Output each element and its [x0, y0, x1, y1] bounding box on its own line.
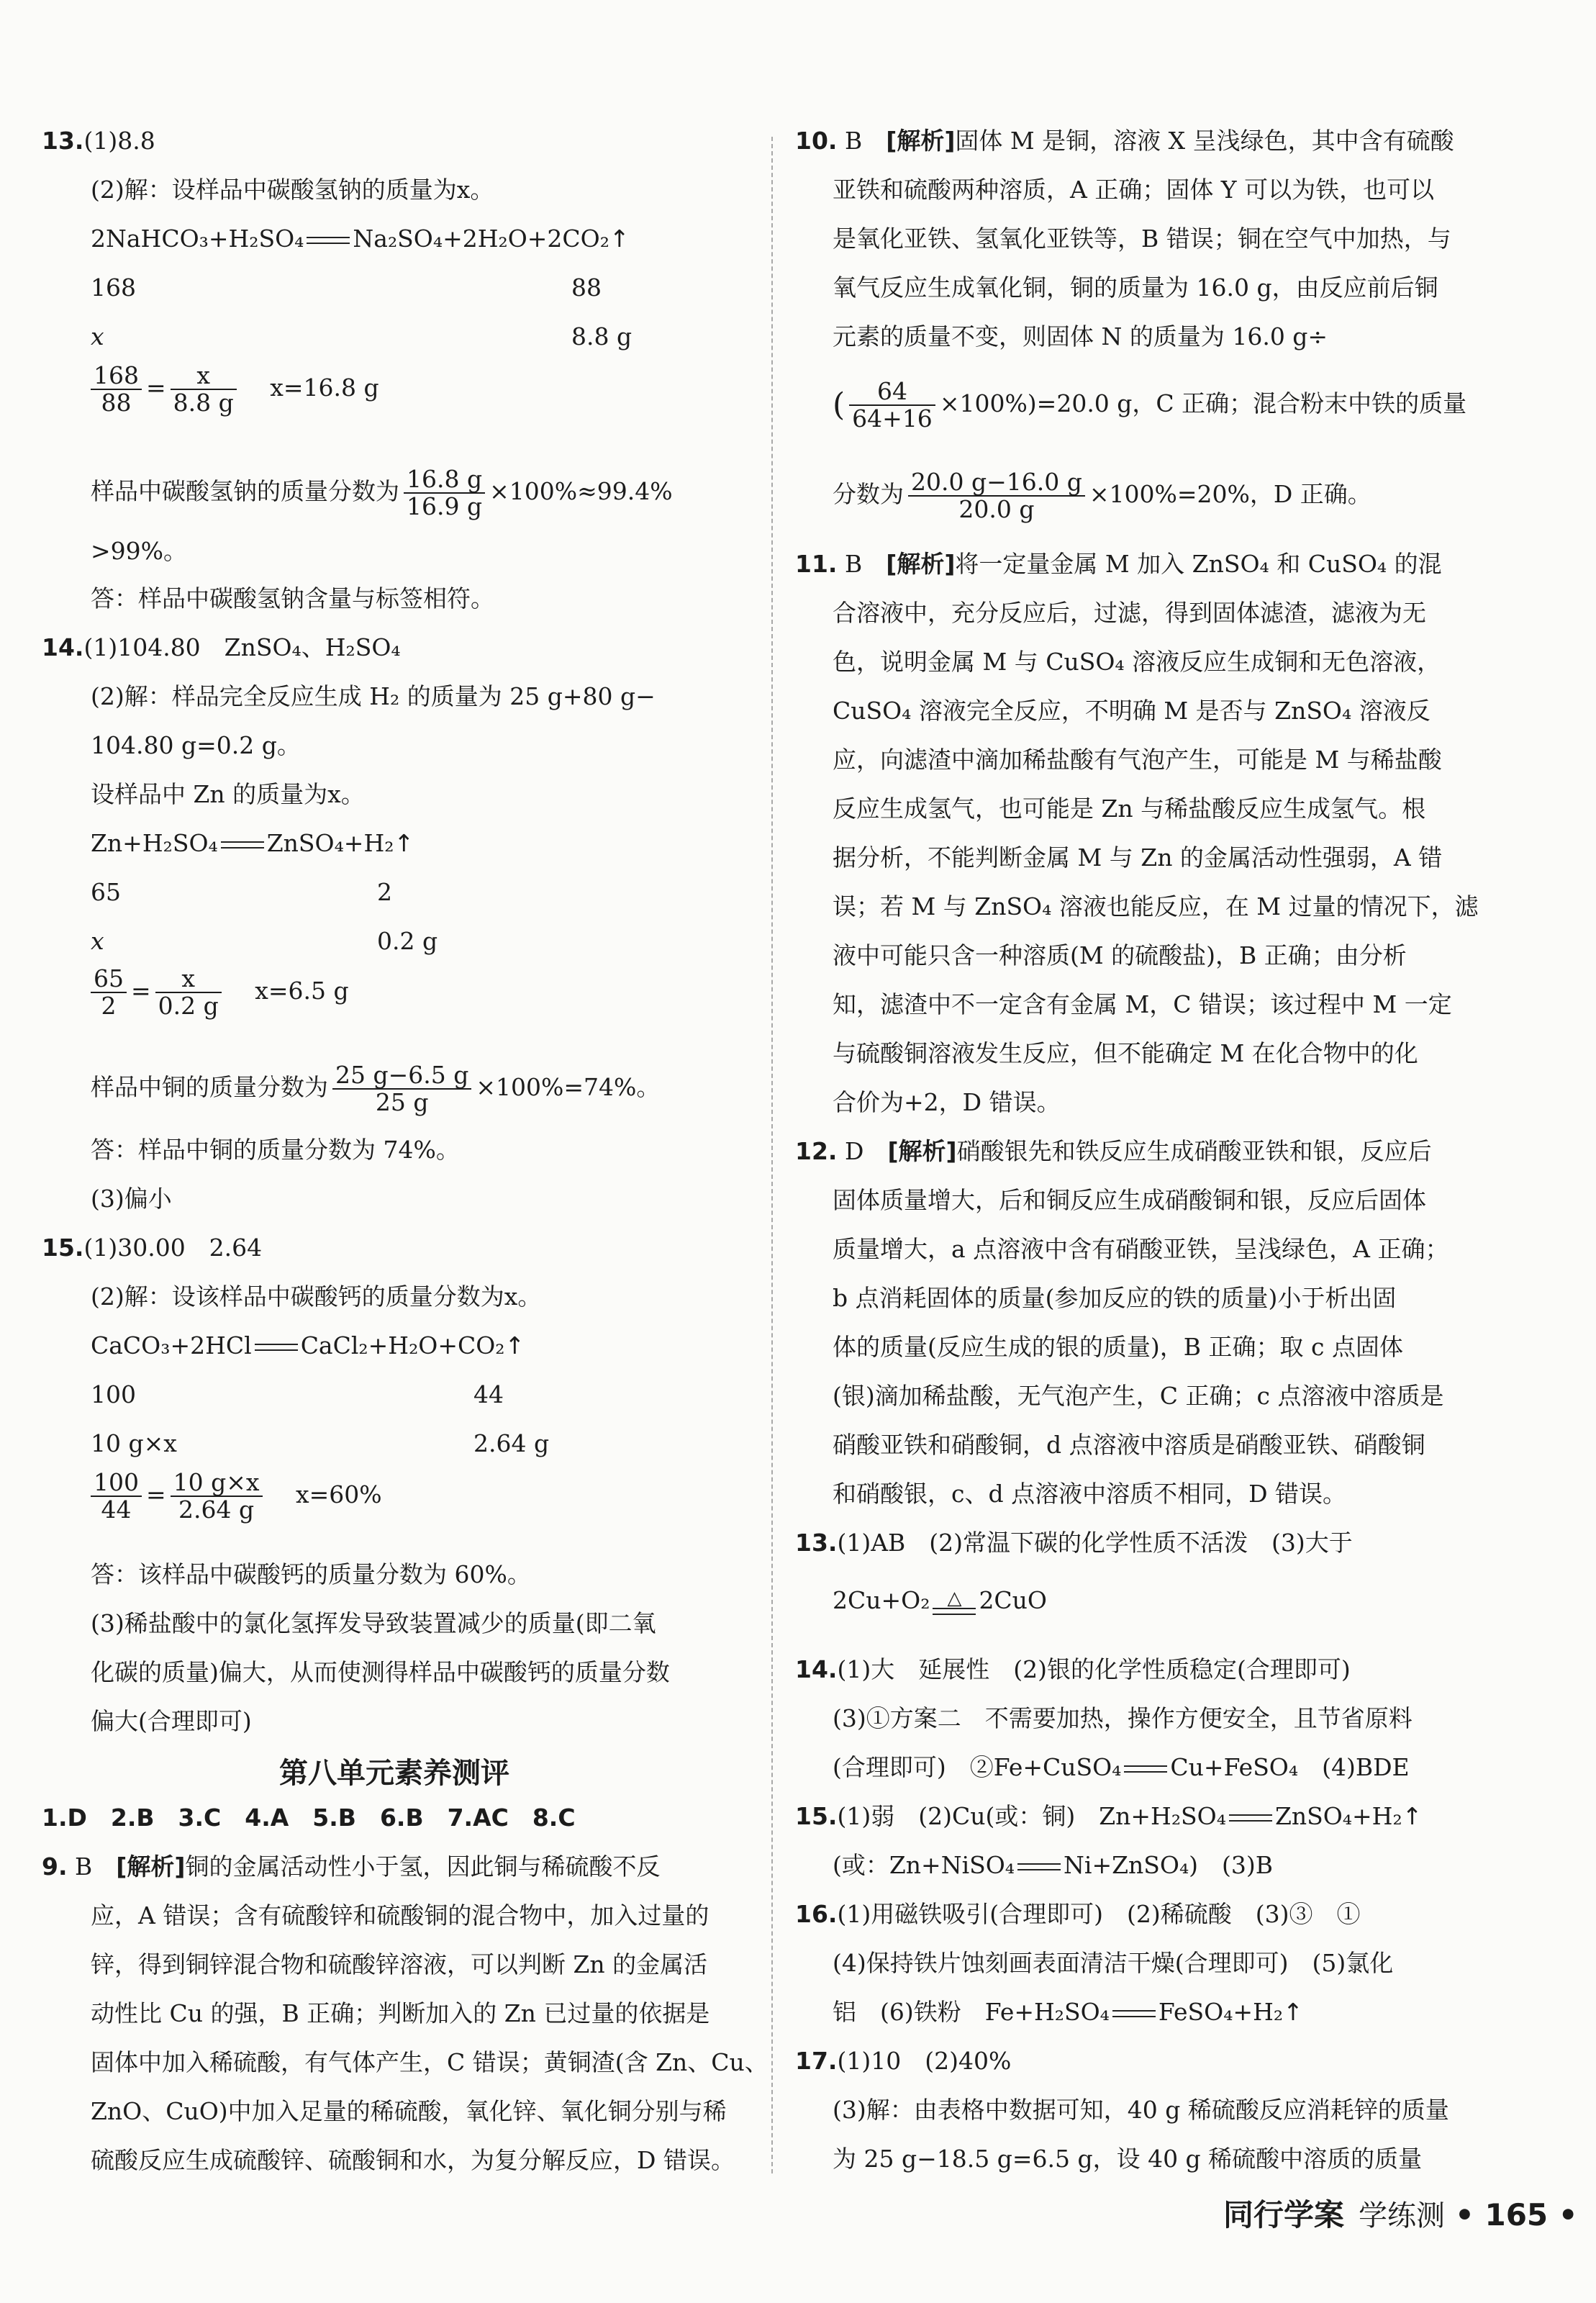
column-divider — [771, 137, 773, 2173]
q13-var-a: x — [91, 322, 104, 350]
q13-pct-tail: >99%。 — [91, 537, 187, 565]
q13r-equation: 2Cu+O₂ △ 2CuO — [833, 1586, 1047, 1614]
q12-line8: 和硝酸银，c、d 点溶液中溶质不相同，D 错误。 — [833, 1480, 1347, 1508]
gas-up-arrow-icon: ↑ — [1283, 1998, 1303, 2026]
fraction: $\frac{16.8 g}{16.9 g}$ — [404, 466, 485, 520]
q12-line2: 固体质量增大，后和铜反应生成硝酸铜和银，反应后固体 — [833, 1186, 1426, 1214]
q12-line6: (银)滴加稀盐酸，无气泡产生，C 正确；c 点溶液中溶质是 — [833, 1382, 1444, 1410]
page-footer — [1223, 2191, 1578, 2235]
q15-answer: 答：该样品中碳酸钙的质量分数为 60%。 — [91, 1560, 531, 1588]
q14-a2a: (2)解：样品完全反应生成 H₂ 的质量为 25 g+80 g− — [91, 682, 656, 710]
q9-line6: ZnO、CuO)中加入足量的稀硫酸，氧化锌、氧化铜分别与稀 — [91, 2097, 727, 2125]
fraction: $\frac{x}{0.2 g}$ — [155, 966, 222, 1019]
q11-line2: 合溶液中，充分反应后，过滤，得到固体滤渣，滤液为无 — [833, 599, 1426, 627]
q17-line2: (3)解：由表格中数据可知，40 g 稀硫酸反应消耗锌的质量 — [833, 2096, 1449, 2124]
q14-number: 14. — [42, 633, 84, 661]
q15-a2: (2)解：设该样品中碳酸钙的质量分数为x。 — [91, 1282, 542, 1311]
q14r-line1: 14.(1)大 延展性 (2)银的化学性质稳定(合理即可) — [795, 1655, 1351, 1683]
q15-a1: 15.(1)30.00 2.64 — [42, 1234, 263, 1262]
q12-line4: b 点消耗固体的质量(参加反应的铁的质量)小于析出固 — [833, 1284, 1397, 1312]
equals-sign — [1124, 1765, 1167, 1773]
q13-equation: 2NaHCO₃+H₂SO₄ Na₂SO₄+2H₂O+2CO₂↑ — [91, 225, 630, 253]
q15r-line1: 15.(1)弱 (2)Cu(或：铜) Zn+H₂SO₄ ZnSO₄+H₂↑ — [795, 1802, 1423, 1830]
q13r-line1: 13.(1)AB (2)常温下碳的化学性质不活泼 (3)大于 — [795, 1529, 1353, 1557]
q14-ratio-a: 65 — [91, 878, 121, 906]
q15-proportion: $\frac{100}{44}$ = $\frac{10 g\times x}{2.64 g}$ x=60% — [86, 1470, 382, 1523]
equals-sign — [255, 1344, 298, 1351]
q11-line11: 与硫酸铜溶液发生反应，但不能确定 M 在化合物中的化 — [833, 1039, 1418, 1067]
q11-line12: 合价为+2，D 错误。 — [833, 1088, 1061, 1116]
q11-line8: 误；若 M 与 ZnSO₄ 溶液也能反应，在 M 过量的情况下，滤 — [833, 892, 1479, 920]
q15-var-a: 10 g×x — [91, 1429, 177, 1457]
q10-line5: 元素的质量不变，则固体 N 的质量为 16.0 g÷ — [833, 322, 1328, 350]
equals-sign — [1017, 1863, 1061, 1870]
q11-line9: 液中可能只含一种溶质(M 的硫酸盐)，B 正确；由分析 — [833, 941, 1407, 969]
section-title: 第八单元素养测评 — [279, 1757, 509, 1790]
equals-sign — [307, 237, 350, 244]
q11-line5: 应，向滤渣中滴加稀盐酸有气泡产生，可能是 M 与稀盐酸 — [833, 746, 1442, 774]
q12-line5: 体的质量(反应生成的银的质量)，B 正确；取 c 点固体 — [833, 1333, 1403, 1361]
q10-line4: 氧气反应生成氧化铜，铜的质量为 16.0 g，由反应前后铜 — [833, 273, 1438, 302]
equals-sign — [1229, 1814, 1272, 1822]
q15-number: 15. — [42, 1234, 84, 1262]
q16-line2: (4)保持铁片蚀刻画表面清洁干燥(合理即可) (5)氯化 — [833, 1949, 1394, 1977]
q13-proportion: $\frac{168}{88}$ = $\frac{x}{8.8 g}$ x=16.8 g — [86, 363, 379, 416]
fraction: $\frac{64}{64+16}$ — [849, 379, 935, 432]
gas-up-arrow-icon: ↑ — [394, 829, 414, 857]
q14-set: 设样品中 Zn 的质量为x。 — [91, 780, 365, 808]
q15-a3-line1: (3)稀盐酸中的氯化氢挥发导致装置减少的质量(即二氧 — [91, 1609, 656, 1637]
q15-ratio-b: 44 — [473, 1380, 504, 1408]
heating-condition — [933, 1589, 976, 1615]
q9-line2: 应，A 错误；含有硫酸锌和硫酸铜的混合物中，加入过量的 — [91, 1901, 709, 1929]
q15r-line2: (或：Zn+NiSO₄ Ni+ZnSO₄) (3)B — [833, 1851, 1274, 1879]
multiple-choice-answers: 1.D 2.B 3.C 4.A 5.B 6.B 7.AC 8.C — [42, 1804, 576, 1832]
q13-number: 13. — [42, 127, 84, 155]
footer-subtitle: 学练测 — [1359, 2199, 1446, 2232]
gas-up-arrow-icon: ↑ — [609, 225, 630, 253]
q12-line3: 质量增大，a 点溶液中含有硝酸亚铁，呈浅绿色，A 正确； — [833, 1235, 1449, 1263]
q14-a1: 14.(1)104.80 ZnSO₄、H₂SO₄ — [42, 633, 401, 661]
q9-line1: 9. B [解析]铜的金属活动性小于氢，因此铜与稀硫酸不反 — [42, 1852, 661, 1881]
q16-line1: 16.(1)用磁铁吸引(合理即可) (2)稀硫酸 (3)③ ① — [795, 1900, 1361, 1928]
q11-line1: 11. B [解析]将一定量金属 M 加入 ZnSO₄ 和 CuSO₄ 的混 — [795, 550, 1442, 578]
footer-brand: 同行学案 — [1223, 2197, 1345, 2232]
q13-a1: 13.(1)8.8 — [42, 127, 155, 155]
q12-line1: 12. D [解析]硝酸银先和铁反应生成硝酸亚铁和银，反应后 — [795, 1137, 1432, 1165]
q13-percentage: 样品中碳酸氢钠的质量分数为 $\frac{16.8 g}{16.9 g}$ ×100%≈99.4% — [91, 465, 673, 520]
q15-equation: CaCO₃+2HCl CaCl₂+H₂O+CO₂↑ — [91, 1331, 525, 1359]
q9-line7: 硫酸反应生成硫酸锌、硫酸铜和水，为复分解反应，D 错误。 — [91, 2146, 735, 2174]
q10-line2: 亚铁和硫酸两种溶质，A 正确；固体 Y 可以为铁，也可以 — [833, 176, 1435, 204]
q15-a3-line3: 偏大(合理即可) — [91, 1707, 252, 1735]
q13-answer: 答：样品中碳酸氢钠含量与标签相符。 — [91, 584, 494, 612]
fraction: $\frac{100}{44}$ — [91, 1470, 142, 1523]
q17-line1: 17.(1)10 (2)40% — [795, 2047, 1012, 2075]
q14-proportion: $\frac{65}{2}$ = $\frac{x}{0.2 g}$ x=6.5 g — [86, 966, 349, 1019]
fraction: $\frac{x}{8.8 g}$ — [171, 363, 237, 416]
q13-ratio-b: 88 — [571, 273, 602, 302]
gas-up-arrow-icon: ↑ — [504, 1331, 525, 1359]
q14-answer: 答：样品中铜的质量分数为 74%。 — [91, 1136, 460, 1164]
fraction: $\frac{20.0 g-16.0 g}{20.0 g}$ — [908, 469, 1085, 522]
q16-line3: 铝 (6)铁粉 Fe+H₂SO₄ FeSO₄+H₂↑ — [833, 1998, 1303, 2026]
q13-ratio-a: 168 — [91, 273, 136, 302]
equals-sign — [221, 841, 264, 849]
fraction: $\frac{25 g-6.5 g}{25 g}$ — [332, 1062, 471, 1116]
q13-a2: (2)解：设样品中碳酸氢钠的质量为x。 — [91, 176, 494, 204]
q15-a3-line2: 化碳的质量)偏大，从而使测得样品中碳酸钙的质量分数 — [91, 1658, 670, 1686]
q9-line5: 固体中加入稀硫酸，有气体产生，C 错误；黄铜渣(含 Zn、Cu、 — [91, 2048, 768, 2076]
q11-line4: CuSO₄ 溶液完全反应，不明确 M 是否与 ZnSO₄ 溶液反 — [833, 697, 1430, 725]
q14-a2b: 104.80 g=0.2 g。 — [91, 731, 301, 759]
page-number: • 165 • — [1455, 2197, 1578, 2232]
q14-ratio-b: 2 — [377, 878, 392, 906]
q14r-line3: (合理即可) ②Fe+CuSO₄ Cu+FeSO₄ (4)BDE — [833, 1753, 1410, 1781]
heat-triangle-icon: △ — [947, 1588, 962, 1609]
q11-line3: 色，说明金属 M 与 CuSO₄ 溶液反应生成铜和无色溶液， — [833, 648, 1441, 676]
q9-line3: 锌，得到铜锌混合物和硫酸锌溶液，可以判断 Zn 的金属活 — [91, 1950, 708, 1978]
q9-line4: 动性比 Cu 的强，B 正确；判断加入的 Zn 已过量的依据是 — [91, 1999, 710, 2027]
q11-line10: 知，滤渣中不一定含有金属 M，C 错误；该过程中 M 一定 — [833, 990, 1452, 1018]
fraction: $\frac{168}{88}$ — [91, 363, 142, 416]
gas-up-arrow-icon: ↑ — [1402, 1802, 1423, 1830]
q10-line7: 分数为 $\frac{20.0 g-16.0 g}{20.0 g}$ ×100%=20%，D 正确。 — [833, 468, 1371, 523]
q14-a3: (3)偏小 — [91, 1185, 172, 1213]
q10-line3: 是氧化亚铁、氢氧化亚铁等，B 错误；铜在空气中加热，与 — [833, 225, 1451, 253]
q15-ratio-a: 100 — [91, 1380, 136, 1408]
q14-equation: Zn+H₂SO₄ ZnSO₄+H₂↑ — [91, 829, 414, 857]
q10-line1: 10. B [解析]固体 M 是铜，溶液 X 呈浅绿色，其中含有硫酸 — [795, 127, 1454, 155]
q11-line6: 反应生成氢气，也可能是 Zn 与稀盐酸反应生成氢气。根 — [833, 795, 1426, 823]
q11-line7: 据分析，不能判断金属 M 与 Zn 的金属活动性强弱，A 错 — [833, 843, 1443, 872]
q14-var-b: 0.2 g — [377, 927, 438, 955]
q14-var-a: x — [91, 927, 104, 955]
q10-line6: ( $\frac{64}{64+16}$ ×100%)=20.0 g，C 正确；混合粉末中铁的质量 — [833, 377, 1467, 433]
fraction: $\frac{10 g\times x}{2.64 g}$ — [171, 1470, 263, 1523]
q15-var-b: 2.64 g — [473, 1429, 550, 1457]
equals-sign — [1112, 2010, 1156, 2017]
fraction: $\frac{65}{2}$ — [91, 966, 127, 1019]
q14-percentage: 样品中铜的质量分数为 $\frac{25 g-6.5 g}{25 g}$ ×100%=74%。 — [91, 1061, 661, 1116]
q13-var-b: 8.8 g — [571, 322, 632, 350]
q14r-line2: (3)①方案二 不需要加热，操作方便安全，且节省原料 — [833, 1704, 1413, 1732]
q17-line3: 为 25 g−18.5 g=6.5 g，设 40 g 稀硫酸中溶质的质量 — [833, 2145, 1423, 2173]
q12-line7: 硝酸亚铁和硝酸铜，d 点溶液中溶质是硝酸亚铁、硝酸铜 — [833, 1431, 1425, 1459]
